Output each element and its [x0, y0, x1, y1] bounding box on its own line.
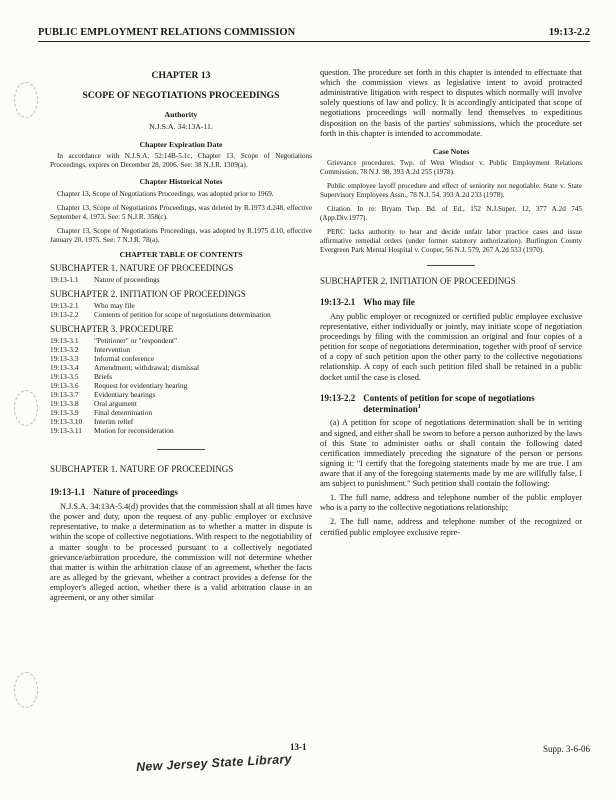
subchapter-heading: SUBCHAPTER 1. NATURE OF PROCEEDINGS [50, 464, 234, 475]
library-stamp: New Jersey State Library [135, 751, 293, 775]
expiration-text: In accordance with N.J.S.A. 52:14B-5.1c, Chapter 13, Scope of Negotiations Proceedings, expires on December 28, 2006. See: 38 N.J.R. 1309(a). [50, 152, 312, 170]
punch-hole [14, 82, 38, 118]
toc-heading: CHAPTER TABLE OF CONTENTS [119, 249, 243, 259]
left-column [50, 70, 312, 603]
toc-row: 19:13-3.3 Informal conference [50, 354, 155, 364]
toc-subchapter-title: SUBCHAPTER 3. PROCEDURE [50, 324, 174, 335]
section-body: (a) A petition for scope of negotiations determination shall be in writing and signed, and either shall be sworn to before a person authorized by the laws of this State to administer oaths or shall contain the following dated certification immediately preceding the signature of the person or persons signing it: "I certify that the foregoing statements made by me are true. I am aware that if any of the foregoing statements made by me are willfully false, I am subject to punishment." Such petition shall contain the following: [320, 418, 582, 489]
supplement-date: Supp. 3-6-06 [543, 744, 590, 754]
chapter-title: SCOPE OF NEGOTIATIONS PROCEEDINGS [82, 89, 280, 101]
chapter-number: CHAPTER 13 [151, 70, 211, 81]
header-section-number: 19:13-2.2 [548, 27, 590, 38]
section-body: Any public employer or recognized or certified public employee exclusive representative, either individually or jointly, may initiate scope of negotiation proceedings by filing with the commission an original and four copies of a petition for scope of negotiations determination, together with proof of service of a copy of such petition upon the other party to the collective negotiations relationship. A copy of each such petition filed shall be retained in a public docket until the case is closed. [320, 311, 582, 382]
toc-row: 19:13-3.9 Final determination [50, 408, 153, 418]
toc-group [50, 263, 312, 284]
section-heading: 19:13-2.2 Contents of petition for scope of negotiations determination$^1$ [320, 392, 535, 414]
case-note: Public employee layoff procedure and effect of seniority not negotiable. State v. State Supervisory Employees Assn., 78 N.J. 54, 393 A.2d 233 (1978). [320, 182, 582, 200]
list-item: 1. The full name, address and telephone number of the public employer who is a party to the collective negotiations relationship; [320, 493, 582, 513]
toc-row: 19:13-2.2 Contents of petition for scope of negotiations determination [50, 310, 271, 320]
page-number: 13-1 [290, 742, 307, 752]
toc-row: 19:13-3.4 Amendment; withdrawal; dismissal [50, 363, 200, 373]
punch-hole [14, 672, 38, 708]
history-note: Chapter 13, Scope of Negotiations Proceedings, was adopted by R.1975 d.10, effective January 20, 1975. See: 7 N.J.R. 78(a). [50, 226, 312, 244]
expiration-heading: Chapter Expiration Date [139, 140, 223, 150]
toc-subchapter-title: SUBCHAPTER 1. NATURE OF PROCEEDINGS [50, 263, 234, 274]
section-heading: 19:13-1.1 Nature of proceedings [50, 487, 178, 498]
history-note: Chapter 13, Scope of Negotiations Proceedings, was deleted by R.1973 d.248, effective September 4, 1973. See: 5 N.J.R. 358(c). [50, 203, 312, 221]
case-notes-heading: Case Notes [432, 146, 470, 156]
case-note: PERC lacks authority to hear and decide unfair labor practice cases and issue affirmative remedial orders (under former statutory authorization). Burlington County Evergreen Park Mental Hospital v. Cooper, 56 N.J. 579, 267 A.2d 533 (1970). [320, 228, 582, 255]
page-header [38, 27, 590, 42]
toc-row: 19:13-3.11 Motion for reconsideration [50, 426, 174, 436]
authority-heading: Authority [164, 110, 198, 120]
right-column [320, 68, 582, 542]
subchapter-heading: SUBCHAPTER 2. INITIATION OF PROCEEDINGS [320, 276, 516, 287]
history-heading: Chapter Historical Notes [139, 177, 223, 187]
toc-row: 19:13-3.8 Oral argument [50, 399, 137, 409]
toc-subchapter-title: SUBCHAPTER 2. INITIATION OF PROCEEDINGS [50, 289, 246, 300]
case-note: Citation. In re: Bryam Twp. Bd. of Ed., 152 N.J.Super. 12, 377 A.2d 745 (App.Div.1977). [320, 205, 582, 223]
continued-text: question. The procedure set forth in this chapter is intended to effectuate that which the commission views as legislative intent to avoid protracted administrative litigation with respect to disputes which normally will involve solely questions of law and policy. It is accordingly anticipated that scope of negotiations proceedings will normally lend themselves to expeditious disposition on the basis of the parties' submissions, which the procedure set forth in this chapter is intended to accommodate. [320, 68, 582, 138]
toc-group [50, 289, 312, 319]
toc-row: 19:13-3.7 Evidentiary hearings [50, 390, 156, 400]
toc-row: 19:13-1.1 Nature of proceedings [50, 275, 160, 285]
section-divider [427, 265, 475, 266]
toc-row: 19:13-3.1 "Petitioner" or "respondent" [50, 336, 178, 346]
section-divider [157, 449, 205, 450]
section-body: N.J.S.A. 34:13A-5.4(d) provides that the commission shall at all times have the power and duty, upon the request of any public employer or exclusive representative, to make a determination as to whether a matter in dispute is within the scope of collective negotiations. With respect to the negotiability of a matter sought to be processed pursuant to a collectively negotiated grievance/arbitration procedure, the commission will not determine whether that matter is within the arbitration clause of an agreement, whether the facts are as alleged by the grievant, whether a contract provides a defense for the employer's alleged action, whether there is a valid arbitration clause in an agreement, or any other similar [50, 502, 312, 603]
history-note: Chapter 13, Scope of Negotiations Proceedings, was adopted prior to 1969. [57, 189, 274, 198]
toc-row: 19:13-2.1 Who may file [50, 301, 135, 311]
section-heading: 19:13-2.1 Who may file [320, 297, 415, 308]
toc-row: 19:13-3.10 Interim relief [50, 417, 134, 427]
case-note: Grievance procedures. Twp. of West Windsor v. Public Employment Relations Commission, 78 N.J. 98, 393 A.2d 255 (1978). [320, 159, 582, 177]
list-item: 2. The full name, address and telephone number of the recognized or certified public employee exclusive repre- [320, 517, 582, 537]
authority-citation: N.J.S.A. 34:13A-11. [149, 121, 213, 131]
header-title: PUBLIC EMPLOYMENT RELATIONS COMMISSION [38, 27, 296, 38]
punch-hole [14, 390, 38, 426]
toc-row: 19:13-3.2 Intervention [50, 345, 131, 355]
toc-row: 19:13-3.5 Briefs [50, 372, 113, 382]
toc-row: 19:13-3.6 Request for evidentiary hearing [50, 381, 188, 391]
toc-group [50, 324, 312, 435]
